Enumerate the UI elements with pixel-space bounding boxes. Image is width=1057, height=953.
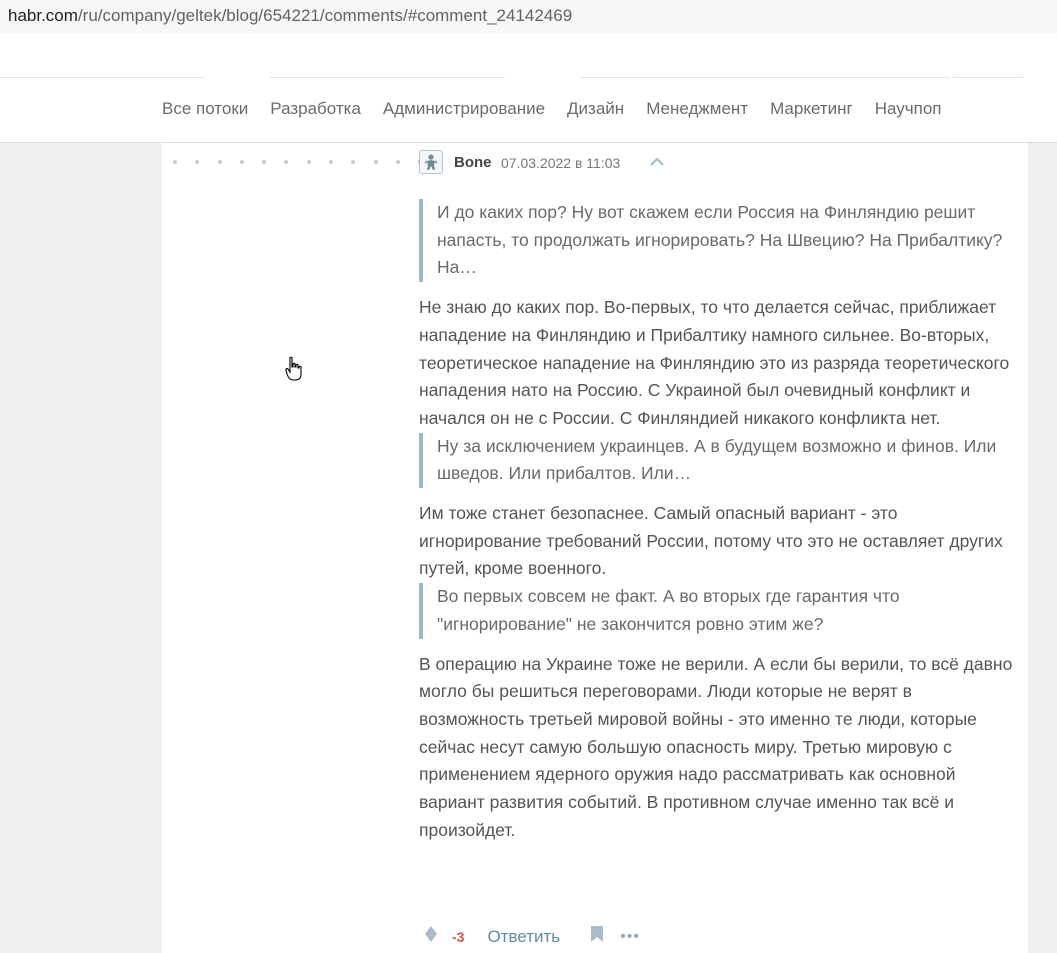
url-path: /ru/company/geltek/blog/654221/comments/#comment_24142469 <box>77 6 573 25</box>
thread-dot <box>262 160 266 164</box>
nav-item-administration[interactable]: Администрирование <box>382 99 546 118</box>
comment-paragraph: Не знаю до каких пор. Во-первых, то что делается сейчас, приближает нападение на Финляндию и Прибалтику намного сильнее. Во-вторых, теоретическое нападение на Финляндию это из разряда теоретического нападения нато на Россию. С Украиной был очевидный конфликт и начался он не с России. С Финляндией никакого конфликта нет. <box>419 297 1010 428</box>
header-divider <box>953 77 1023 78</box>
thread-dot <box>307 160 311 164</box>
url-domain: habr.com <box>8 6 78 25</box>
thread-dot <box>218 160 222 164</box>
comment-author[interactable]: Bone <box>454 154 492 171</box>
comment-card <box>162 143 1028 953</box>
header-divider <box>270 77 505 78</box>
nav-item-management[interactable]: Менеджмент <box>646 99 749 118</box>
flows-nav <box>0 79 1057 143</box>
comment-quote <box>419 433 1019 488</box>
nav-item-popsci[interactable]: Научпоп <box>874 99 942 118</box>
thread-dot <box>284 160 288 164</box>
nav-item-all-flows[interactable]: Все потоки <box>162 99 249 118</box>
comment-paragraph: В операцию на Украине тоже не верили. А если бы верили, то всё давно могло бы решиться переговорами. Люди которые не верят в возможность третьей мировой войны - это именно те люди, которые сейчас несут самую большую опасность миру. Третью мировую с применением ядерного оружия надо рассматривать как основной вариант развития событий. В противном случае именно так всё и произойдет. <box>419 653 1013 840</box>
reply-button[interactable]: Ответить <box>487 926 561 946</box>
avatar-icon[interactable] <box>419 150 443 174</box>
thread-dot <box>374 160 378 164</box>
thread-dot <box>329 160 333 164</box>
thread-dot <box>396 160 400 164</box>
thread-dot <box>195 160 199 164</box>
thread-dot <box>351 160 355 164</box>
vote-icon[interactable] <box>424 925 438 948</box>
thread-dot <box>240 160 244 164</box>
quote-text: И до каких пор? Ну вот скажем если Россия на Финляндию решит напасть, то продолжать игнорировать? На Швецию? На Прибалтику? На… <box>437 202 1003 278</box>
header-divider <box>0 77 205 78</box>
comment-body <box>419 199 1019 844</box>
comment-paragraph: Им тоже станет безопаснее. Самый опасный вариант - это игнорирование требований России, потому что это не оставляет других путей, кроме военного. <box>419 503 1003 579</box>
site-header <box>0 33 1057 79</box>
nav-item-marketing[interactable]: Маркетинг <box>770 99 853 118</box>
url-text[interactable] <box>8 6 572 26</box>
more-options-button[interactable]: ••• <box>620 927 640 945</box>
browser-address-bar[interactable] <box>0 0 1057 33</box>
comment-quote <box>419 583 1019 638</box>
thread-dot <box>173 160 177 164</box>
bookmark-icon[interactable] <box>590 925 604 948</box>
quote-text: Во первых совсем не факт. А во вторых где гарантия что "игнорирование" не закончится ровно этим же? <box>437 586 900 634</box>
comment-quote <box>419 199 1019 282</box>
header-divider <box>580 77 950 78</box>
comment-timestamp[interactable]: 07.03.2022 в 11:03 <box>501 155 621 171</box>
chevron-up-icon[interactable] <box>649 155 665 173</box>
hand-cursor-icon <box>284 356 304 387</box>
comment-actions <box>424 925 640 948</box>
comment-score: -3 <box>452 928 465 945</box>
nav-item-design[interactable]: Дизайн <box>567 99 625 118</box>
thread-depth-indicator <box>173 158 426 166</box>
quote-text: Ну за исключением украинцев. А в будущем возможно и финов. Или шведов. Или прибалтов. Или… <box>437 435 997 484</box>
nav-item-development[interactable]: Разработка <box>270 99 361 118</box>
